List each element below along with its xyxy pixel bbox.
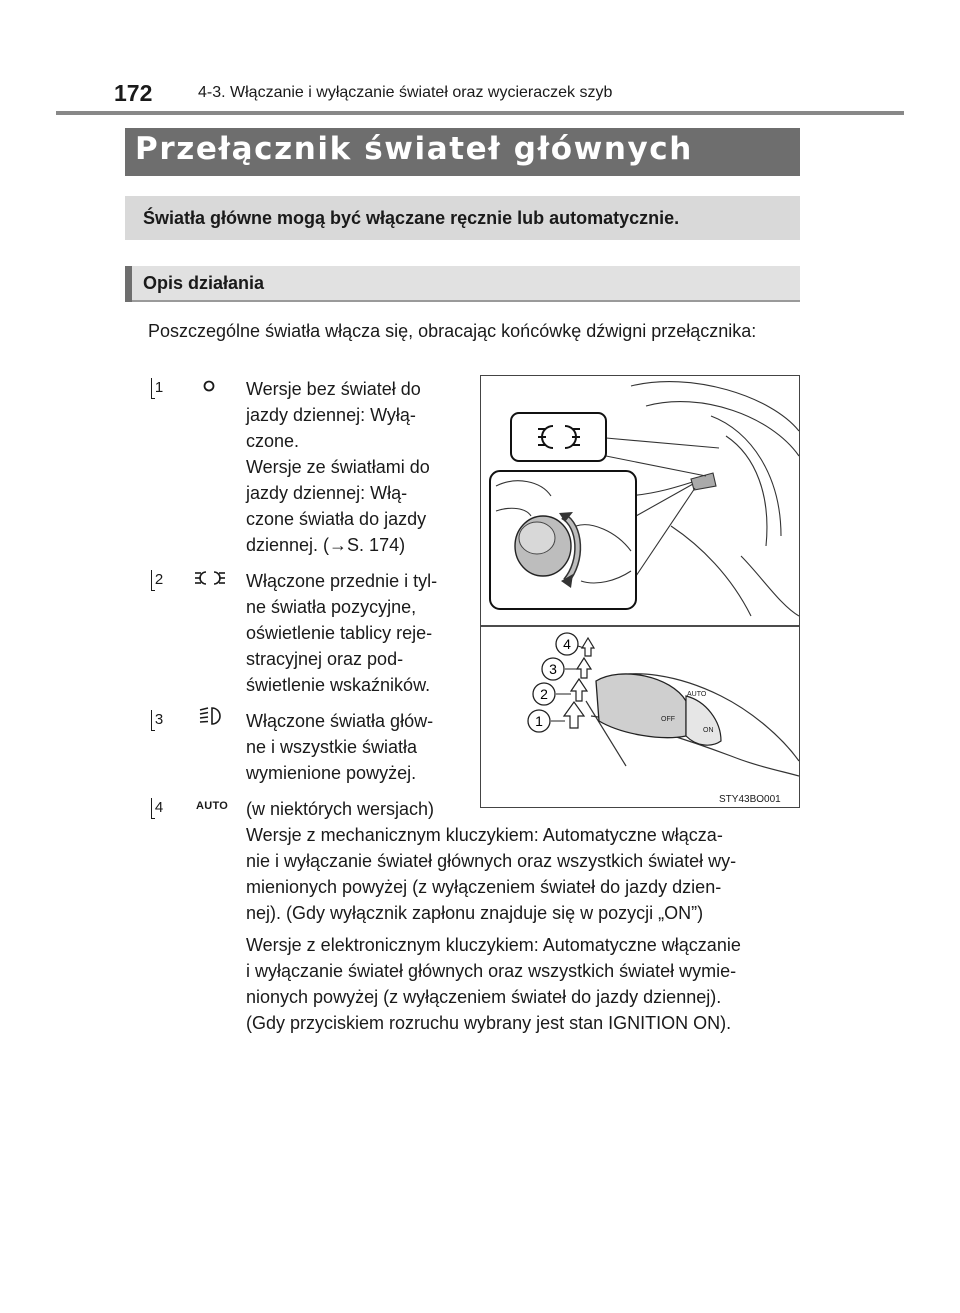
header-rule xyxy=(56,111,904,115)
item-4-line: (w niektórych wersjach) xyxy=(246,799,435,819)
item-1-line: dziennej. (→S. 174) xyxy=(246,535,406,555)
item-4-para-2-line: (Gdy przyciskiem rozruchu wybrany jest stan IGNITION ON). xyxy=(246,1013,732,1033)
subheading: Opis działania xyxy=(143,273,265,293)
switch-label-on: ON xyxy=(703,727,714,734)
item-marker-3: 3 xyxy=(151,710,167,730)
svg-text:3: 3 xyxy=(549,661,557,677)
intro-paragraph xyxy=(148,318,800,344)
item-2-line: stracyjnej oraz pod- xyxy=(246,649,404,669)
item-2-line: Włączone przednie i tyl- xyxy=(246,571,438,591)
item-1-line: jazdy dziennej: Wyłą- xyxy=(246,405,416,425)
item-marker-1: 1 xyxy=(151,378,167,398)
item-4-para-1-line: Wersje z mechanicznym kluczykiem: Automatyczne włącza- xyxy=(246,825,723,845)
item-2-line: ne światła pozycyjne, xyxy=(246,597,417,617)
item-text-1 xyxy=(246,376,462,558)
item-marker-2: 2 xyxy=(151,570,167,590)
item-4-para-2-line: i wyłączanie świateł głównych oraz wszystkich świateł wymie- xyxy=(246,961,737,981)
callout-3 xyxy=(542,658,579,680)
item-4-para-1-line: nej). (Gdy wyłącznik zapłonu znajduje się w pozycji „ON”) xyxy=(246,903,704,923)
item-1-line: czone. xyxy=(246,431,300,451)
switch-label-off: OFF xyxy=(661,716,675,723)
item-4-para-1 xyxy=(246,822,800,926)
item-2-line: świetlenie wskaźników. xyxy=(246,675,431,695)
item-4-para-1-line: nie i wyłączanie świateł głównych oraz wszystkich świateł wy- xyxy=(246,851,737,871)
page-number: 172 xyxy=(114,80,153,106)
illustration-frame xyxy=(480,375,800,808)
item-4-para-2-line: Wersje z elektronicznym kluczykiem: Automatyczne włączanie xyxy=(246,935,741,955)
item-text-2 xyxy=(246,568,462,698)
callout-4 xyxy=(556,633,584,655)
headlight-switch-illustration xyxy=(481,376,800,808)
item-1-line: jazdy dziennej: Włą- xyxy=(246,483,408,503)
item-1-line: Wersje ze światłami do xyxy=(246,457,430,477)
section-title: Przełącznik świateł głównych xyxy=(135,131,693,167)
item-3-line: wymienione powyżej. xyxy=(246,763,417,783)
svg-text:2: 2 xyxy=(540,686,548,702)
item-marker-4: 4 xyxy=(151,798,167,818)
item-3-line: Włączone światła głów- xyxy=(246,711,434,731)
callout-1 xyxy=(528,710,565,732)
auto-icon: AUTO xyxy=(196,800,229,812)
headlights-icon xyxy=(198,705,226,727)
item-text-3 xyxy=(246,708,462,786)
running-head: 4-3. Włączanie i wyłączanie świateł oraz wycieraczek szyb xyxy=(198,84,613,101)
svg-text:1: 1 xyxy=(535,713,543,729)
intro-text: Poszczególne światła włącza się, obracając końcówkę dźwigni przełącznika: xyxy=(148,321,757,341)
item-1-line: czone światła do jazdy xyxy=(246,509,427,529)
svg-text:4: 4 xyxy=(563,636,571,652)
item-4-para-2-line: nionych powyżej (z wyłączeniem świateł do jazdy dziennej). xyxy=(246,987,722,1007)
item-4-para-2 xyxy=(246,932,800,1036)
parking-lights-icon xyxy=(193,568,227,588)
figure-code: STY43BO001 xyxy=(719,794,781,805)
lights-callout-box xyxy=(511,413,606,461)
item-4-para-1-line: mienionych powyżej (z wyłączeniem świateł do jazdy dzien- xyxy=(246,877,722,897)
subheading-accent xyxy=(125,266,132,302)
lead-text: Światła główne mogą być włączane ręcznie lub automatycznie. xyxy=(143,208,680,228)
item-3-line: ne i wszystkie światła xyxy=(246,737,418,757)
callout-2 xyxy=(533,683,571,705)
switch-label-auto: AUTO xyxy=(687,691,707,698)
off-icon xyxy=(202,379,216,393)
item-1-line: Wersje bez świateł do xyxy=(246,379,421,399)
item-2-line: oświetlenie tablicy reje- xyxy=(246,623,433,643)
